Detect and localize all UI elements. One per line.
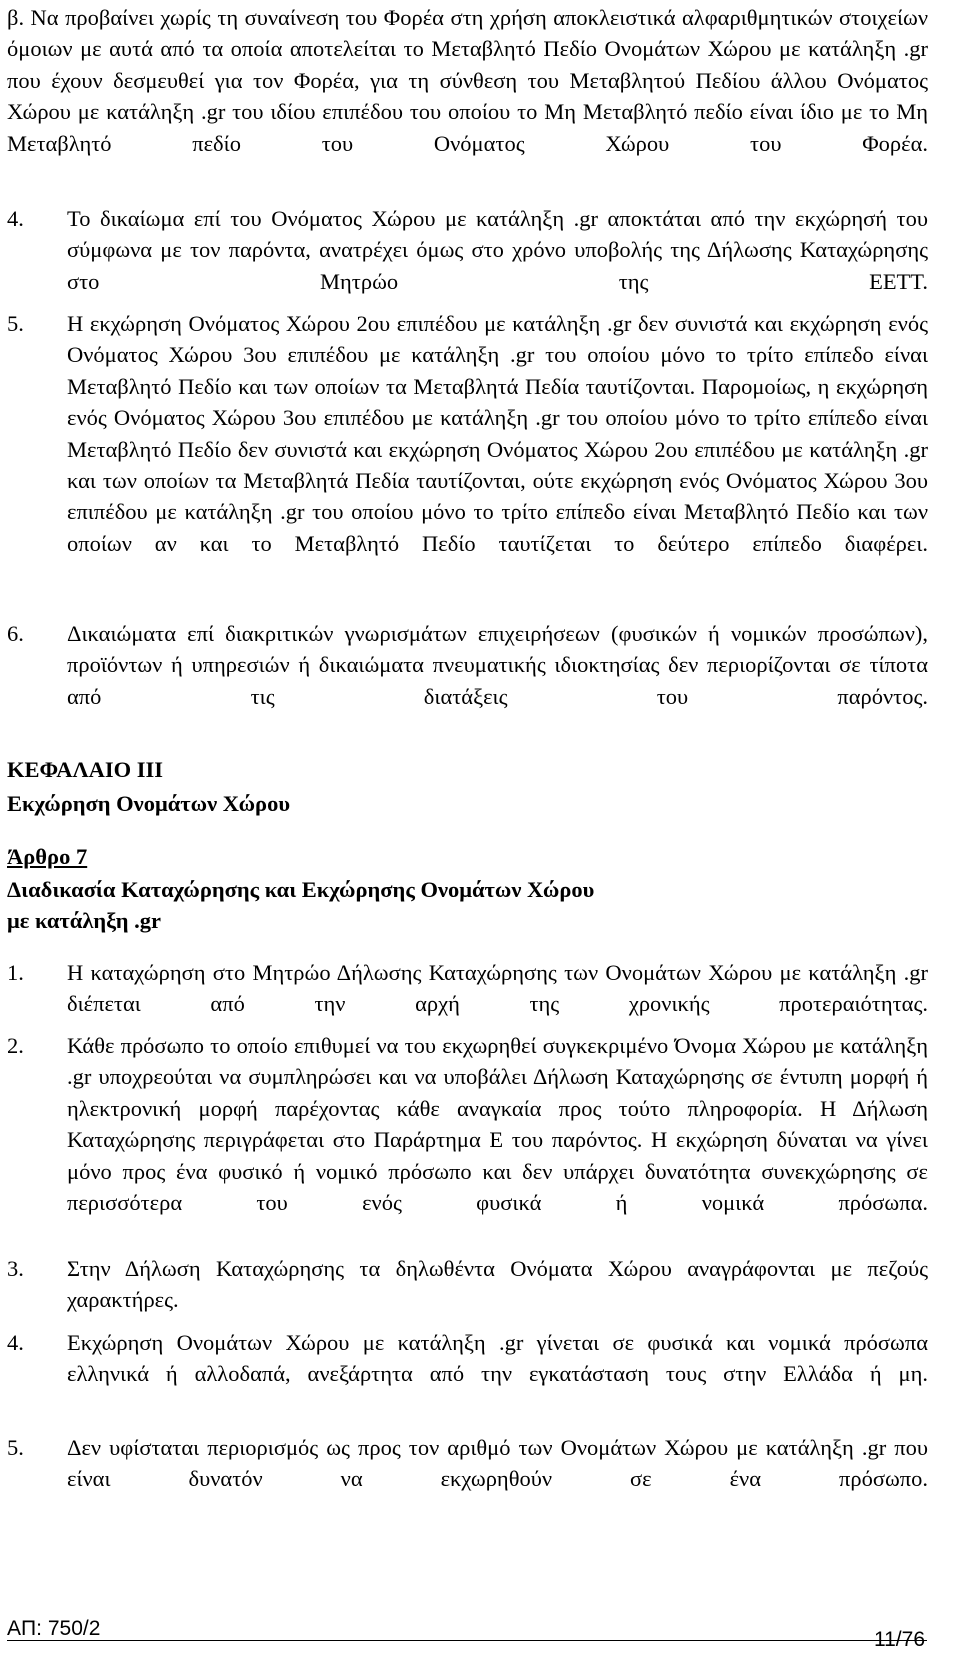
article-item-5-text: Δεν υφίσταται περιορισμός ως προς τον αριθμό των Ονομάτων Χώρου με κατάληξη .gr που είναι δυνατόν να εκχωρηθούν σε ένα πρόσωπο. xyxy=(67,1435,928,1492)
paragraph-5-number: 5. xyxy=(7,311,24,336)
article-item-1-number: 1. xyxy=(7,960,24,985)
article-item-2-number: 2. xyxy=(7,1033,24,1058)
footer-divider xyxy=(7,1640,927,1641)
document-page: β. Να προβαίνει χωρίς τη συναίνεση του Φορέα στη χρήση αποκλειστικά αλφαριθμητικών στοιχείων όμοιων με αυτά από τα οποία αποτελείται το Μεταβλητό Πεδίο Ονομάτων Χώρου με κατάληξη .gr που έχουν δεσμευθεί για τον Φορέα, για τη σύνθεση του Μεταβλητού Πεδίου άλλου Ονόματος Χώρου με κατάληξη .gr του ιδίου επιπέδου του οποίου το Μη Μεταβλητό πεδίο είναι ίδιο με το Μη Μεταβλητό πεδίο του Ονόματος Χώρου του Φορέα. 4. Το δικαίωμα επί του Ονόματος Χώρου με κατάληξη .gr αποκτάται από την εκχώρησή του σύμφωνα με τον παρόντα, ανατρέχει όμως στο χρόνο υποβολής της Δήλωσης Καταχώρησης στο Μητρώο της ΕΕΤΤ. 5. Η εκχώρηση Ονόματος Χώρου 2ου επιπέδου με κατάληξη .gr δεν συνιστά και εκχώρηση ενός Ονόματος Χώρου 3ου επιπέδου με κατάληξη .gr του οποίου μόνο το τρίτο επίπεδο είναι Μεταβλητό Πεδίο και των οποίων τα Μεταβλητά Πεδία ταυτίζονται. Παρομοίως, η εκχώρηση ενός Ονόματος Χώρου 3ου επιπέδου με κατάληξη .gr του οποίου μόνο το τρίτο επίπεδο είναι Μεταβλητό Πεδίο δεν συνιστά και εκχώρηση Ονόματος Χώρου 2ου επιπέδου με κατάληξη .gr και των οποίων τα Μεταβλητά Πεδία ταυτίζονται, ούτε εκχώρηση ενός Ονόματος Χώρου 3ου επιπέδου με κατάληξη .gr του οποίου μόνο το τρίτο επίπεδο είναι Μεταβλητό Πεδίο και των οποίων αν και το Μεταβλητό Πεδίο ταυτίζεται το δεύτερο επίπεδο διαφέρει. 6. Δικαιώματα επί διακριτικών γνωρισμάτων επιχειρήσεων (φυσικών ή νομικών προσώπων), προϊόντων ή υπηρεσιών ή δικαιώματα πνευματικής ιδιοκτησίας δεν περιορίζονται σε τίποτα από τις διατάξεις του παρόντος. ΚΕΦΑΛΑΙΟ ΙΙΙ Εκχώρηση Ονομάτων Χώρου Άρθρο 7 Διαδικασία Καταχώρησης και Εκχώρησης Ονομάτων Χώρου με κατάληξη .gr 1. Η καταχώρηση στο Μητρώο Δήλωσης Καταχώρησης των Ονομάτων Χώρου με κατάληξη .gr διέπεται από την αρχή της χρονικής προτεραιότητας. 2. Κάθε πρόσωπο το οποίο επιθυμεί να του εκχωρηθεί συγκεκριμένο Όνομα Χώρου με κατάληξη .gr υποχρεούται να συμπληρώσει και να υποβάλει Δήλωση Καταχώρησης σε έντυπη μορφή ή ηλεκτρονική μορφή παρέχοντας κάθε αναγκαία προς τούτο πληροφορία. Η Δήλωση Καταχώρησης περιγράφεται στο Παράρτημα Ε του παρόντος. Η εκχώρηση δύναται να γίνει μόνο προς ένα φυσικό ή νομικό πρόσωπο και δεν υπάρχει δυνατότητα συνεκχώρησης σε περισσότερα του ενός φυσικά ή νομικά πρόσωπα. 3. Στην Δήλωση Καταχώρησης τα δηλωθέντα Ονόματα Χώρου αναγράφονται με πεζούς χαρακτήρες. 4. Εκχώρηση Ονομάτων Χώρου με κατάληξη .gr γίνεται σε φυσικά και νομικά πρόσωπα ελληνικά ή αλλοδαπά, ανεξάρτητα από την εγκατάσταση τους στην Ελλάδα ή μη. 5. Δεν υφίσταται περιορισμός ως προς τον αριθμό των Ονομάτων Χώρου με κατάληξη .gr που είναι δυνατόν να εκχωρηθούν σε ένα πρόσωπο. ΑΠ: 750/2 11/76 xyxy=(0,0,960,1656)
paragraph-6-text: Δικαιώματα επί διακριτικών γνωρισμάτων επιχειρήσεων (φυσικών ή νομικών προσώπων), προϊόντων ή υπηρεσιών ή δικαιώματα πνευματικής ιδιοκτησίας δεν περιορίζονται σε τίποτα από τις διατάξεις του παρόντος. xyxy=(67,621,928,709)
article-number: Άρθρο 7 xyxy=(7,844,88,869)
article-title: Διαδικασία Καταχώρησης και Εκχώρησης Ονομάτων Χώρου xyxy=(7,877,595,902)
paragraph-4-number: 4. xyxy=(7,206,24,231)
article-title-continued: με κατάληξη .gr xyxy=(7,908,161,933)
article-item-3-number: 3. xyxy=(7,1256,24,1281)
paragraph-6-number: 6. xyxy=(7,621,24,646)
chapter-title: Εκχώρηση Ονομάτων Χώρου xyxy=(7,791,290,816)
article-item-4-number: 4. xyxy=(7,1330,24,1355)
article-item-2-text: Κάθε πρόσωπο το οποίο επιθυμεί να του εκχωρηθεί συγκεκριμένο Όνομα Χώρου με κατάληξη .gr υποχρεούται να συμπληρώσει και να υποβάλει Δήλωση Καταχώρησης σε έντυπη μορφή ή ηλεκτρονική μορφή παρέχοντας κάθε αναγκαία προς τούτο πληροφορία. Η Δήλωση Καταχώρησης περιγράφεται στο Παράρτημα Ε του παρόντος. Η εκχώρηση δύναται να γίνει μόνο προς ένα φυσικό ή νομικό πρόσωπο και δεν υπάρχει δυνατότητα συνεκχώρησης σε περισσότερα του ενός φυσικά ή νομικά πρόσωπα. xyxy=(67,1033,928,1216)
article-item-4-text: Εκχώρηση Ονομάτων Χώρου με κατάληξη .gr γίνεται σε φυσικά και νομικά πρόσωπα ελληνικά ή αλλοδαπά, ανεξάρτητα από την εγκατάσταση τους στην Ελλάδα ή μη. xyxy=(67,1330,928,1387)
chapter-number: ΚΕΦΑΛΑΙΟ ΙΙΙ xyxy=(7,757,163,782)
article-item-1-text: Η καταχώρηση στο Μητρώο Δήλωσης Καταχώρησης των Ονομάτων Χώρου με κατάληξη .gr διέπεται από την αρχή της χρονικής προτεραιότητας. xyxy=(67,960,928,1017)
page-number: 11/76 xyxy=(874,1628,925,1651)
article-item-5-number: 5. xyxy=(7,1435,24,1460)
document-reference: ΑΠ: 750/2 xyxy=(7,1617,101,1640)
paragraph-5-text: Η εκχώρηση Ονόματος Χώρου 2ου επιπέδου με κατάληξη .gr δεν συνιστά και εκχώρηση ενός Ονόματος Χώρου 3ου επιπέδου με κατάληξη .gr του οποίου μόνο το τρίτο επίπεδο είναι Μεταβλητό Πεδίο και των οποίων τα Μεταβλητά Πεδία ταυτίζονται. Παρομοίως, η εκχώρηση ενός Ονόματος Χώρου 3ου επιπέδου με κατάληξη .gr του οποίου μόνο το τρίτο επίπεδο είναι Μεταβλητό Πεδίο δεν συνιστά και εκχώρηση Ονόματος Χώρου 2ου επιπέδου με κατάληξη .gr και των οποίων τα Μεταβλητά Πεδία ταυτίζονται, ούτε εκχώρηση ενός Ονόματος Χώρου 3ου επιπέδου με κατάληξη .gr του οποίου μόνο το τρίτο επίπεδο είναι Μεταβλητό Πεδίο και των οποίων αν και το Μεταβλητό Πεδίο ταυτίζεται το δεύτερο επίπεδο διαφέρει. xyxy=(67,311,928,556)
paragraph-4-text: Το δικαίωμα επί του Ονόματος Χώρου με κατάληξη .gr αποκτάται από την εκχώρησή του σύμφωνα με τον παρόντα, ανατρέχει όμως στο χρόνο υποβολής της Δήλωσης Καταχώρησης στο Μητρώο της ΕΕΤΤ. xyxy=(67,206,928,294)
article-item-3-text: Στην Δήλωση Καταχώρησης τα δηλωθέντα Ονόματα Χώρου αναγράφονται με πεζούς χαρακτήρες. xyxy=(67,1256,928,1313)
